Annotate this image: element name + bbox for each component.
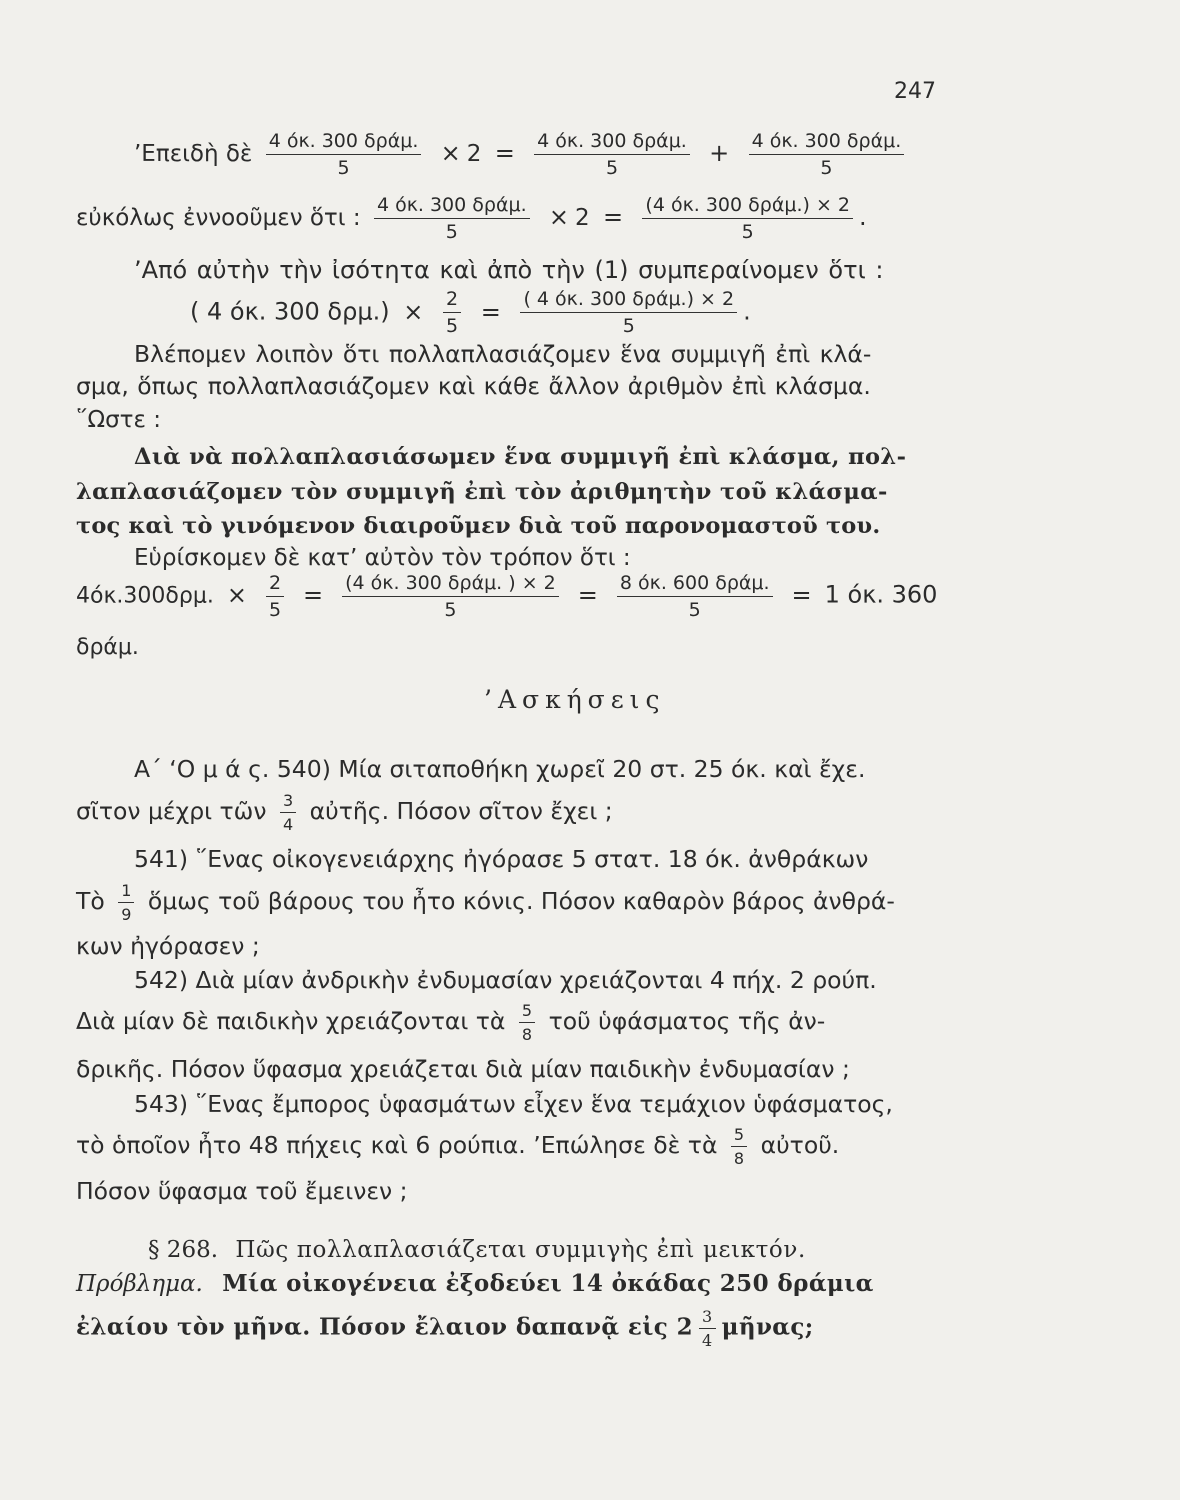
eq1-two: 2	[466, 141, 482, 167]
text: ὅμως τοῦ βάρους του ἦτο κόνις. Πόσον καθαρὸν βάρος ἀνθρά-	[147, 887, 895, 915]
eq2-fraction-1: $\frac{\text{4 όκ. 300 δράμ.}}{5}$	[374, 194, 530, 243]
exercise-542-line2	[76, 1001, 825, 1044]
page-number: 247	[894, 79, 936, 104]
problem-line	[76, 1270, 874, 1298]
eq3-period: .	[743, 297, 751, 326]
paragraph-line: Βλέπομεν λοιπὸν ὅτι πολλαπλασιάζομεν ἕνα συμμιγῆ ἐπὶ κλά-	[134, 340, 872, 368]
find-line: Εὑρίσκομεν δὲ κατ’ αὐτὸν τὸν τρόπον ὅτι :	[134, 545, 631, 571]
fraction-5-8: $\frac{5}{8}$	[519, 1001, 535, 1044]
exercise-543-line1: 543) ῞Ενας ἔμπορος ὑφασμάτων εἶχεν ἕνα τεμάχιον ὑφάσματος,	[134, 1090, 893, 1118]
eq4-continuation: δράμ.	[76, 635, 139, 660]
exercise-541-line3: κων ἠγόρασεν ;	[76, 932, 260, 960]
exercises-title: ’Ασκήσεις	[484, 685, 666, 714]
text: αὐτοῦ.	[760, 1131, 840, 1159]
equals-sign: =	[494, 139, 515, 167]
equation-1	[134, 130, 910, 179]
plus-sign: +	[709, 139, 730, 167]
exercise-541-line1: 541) ῞Ενας οἰκογενειάρχης ἠγόρασε 5 στατ. 18 όκ. ἀνθράκων	[134, 845, 869, 873]
times-sign: ×	[226, 580, 247, 609]
eq2-two: 2	[575, 205, 590, 231]
conclusion-line: ’Από αὐτὴν τὴν ἰσότητα καὶ ἀπὸ τὴν (1) συμπεραίνομεν ὅτι :	[134, 256, 884, 284]
eq2-period: .	[859, 203, 867, 231]
eq2-fraction-2: $\frac{\text{(4 όκ. 300 δράμ.) × 2}}{5}$	[642, 194, 853, 243]
problem-line-2	[76, 1307, 814, 1350]
section-268-heading	[148, 1236, 806, 1264]
text: τοῦ ὑφάσματος τῆς ἀν-	[548, 1007, 826, 1035]
paragraph-line: σμα, ὅπως πολλαπλασιάζομεν καὶ κάθε ἄλλον ἀριθμὸν ἐπὶ κλάσμα.	[76, 372, 871, 400]
exercise-543-line2	[76, 1125, 839, 1168]
eq1-fraction-1: $\frac{\text{4 όκ. 300 δράμ.}}{5}$	[266, 130, 422, 179]
rule-line: λαπλασιάζομεν τὸν συμμιγῆ ἐπὶ τὸν ἀριθμητὴν τοῦ κλάσμα-	[76, 479, 888, 505]
problem-label: Πρόβλημα.	[76, 1271, 203, 1297]
exercise-542-line3: δρικῆς. Πόσον ὕφασμα χρειάζεται διὰ μίαν παιδικὴν ἐνδυμασίαν ;	[76, 1055, 850, 1083]
problem-text: Μία οἰκογένεια ἐξοδεύει 14 ὀκάδας 250 δράμια	[222, 1270, 874, 1297]
equals-sign: =	[791, 580, 812, 609]
eq3-fraction-1: $\frac{2}{5}$	[443, 288, 461, 337]
exercise-543-line3: Πόσον ὕφασμα τοῦ ἔμεινεν ;	[76, 1177, 408, 1205]
section-number: § 268.	[148, 1237, 219, 1263]
fraction-1-9: $\frac{1}{9}$	[118, 881, 134, 924]
text: Διὰ μίαν δὲ παιδικὴν χρειάζονται τὰ	[76, 1007, 506, 1035]
times-sign: ×	[440, 139, 461, 167]
equation-2	[76, 194, 867, 243]
text: Τὸ	[76, 887, 105, 915]
exercise-541-line2	[76, 881, 895, 924]
eq3-fraction-2: $\frac{\text{( 4 όκ. 300 δράμ.) × 2}}{5}$	[520, 288, 737, 337]
fraction-3-4: $\frac{3}{4}$	[699, 1307, 716, 1350]
text: σῖτον μέχρι τῶν	[76, 797, 267, 825]
eq4-fraction-1: $\frac{2}{5}$	[266, 572, 284, 621]
equation-3	[190, 288, 751, 337]
text: αὐτῆς. Πόσον σῖτον ἔχει ;	[309, 797, 613, 825]
section-title: Πῶς πολλαπλασιάζεται συμμιγὴς ἐπὶ μεικτόν.	[235, 1237, 806, 1263]
equals-sign: =	[602, 203, 624, 231]
text: μῆνας;	[721, 1313, 814, 1341]
equals-sign: =	[480, 297, 501, 326]
fraction-3-4: $\frac{3}{4}$	[280, 791, 296, 834]
text: ἐλαίου τὸν μῆνα. Πόσον ἔλαιον δαπανᾷ εἰς 2	[76, 1313, 693, 1341]
rule-line: τος καὶ τὸ γινόμενον διαιροῦμεν διὰ τοῦ παρονομαστοῦ του.	[76, 513, 881, 539]
equals-sign: =	[577, 580, 598, 609]
times-sign: ×	[403, 297, 424, 326]
eq1-fraction-3: $\frac{\text{4 όκ. 300 δράμ.}}{5}$	[749, 130, 905, 179]
eq3-lead: ( 4 όκ. 300 δρμ.)	[190, 297, 390, 326]
exercise-540-line2	[76, 791, 613, 834]
eq4-fraction-2: $\frac{\text{(4 όκ. 300 δράμ. ) × 2}}{5}$	[342, 572, 559, 621]
text: τὸ ὁποῖον ἦτο 48 πήχεις καὶ 6 ρούπια. ’Επώλησε δὲ τὰ	[76, 1131, 718, 1159]
paragraph-line: ῞Ωστε :	[76, 407, 161, 433]
eq2-lead: εὐκόλως ἐννοοῦμεν ὅτι :	[76, 205, 361, 231]
equation-4	[76, 572, 937, 621]
exercise-542-line1: 542) Διὰ μίαν ἀνδρικὴν ἐνδυμασίαν χρειάζονται 4 πήχ. 2 ρούπ.	[134, 966, 877, 994]
equals-sign: =	[303, 580, 324, 609]
rule-line: Διὰ νὰ πολλαπλασιάσωμεν ἕνα συμμιγῆ ἐπὶ κλάσμα, πολ-	[134, 444, 907, 470]
eq1-lead: ’Επειδὴ δὲ	[134, 141, 253, 167]
eq1-fraction-2: $\frac{\text{4 όκ. 300 δράμ.}}{5}$	[534, 130, 690, 179]
fraction-5-8: $\frac{5}{8}$	[731, 1125, 747, 1168]
eq4-lead: 4όκ.300δρμ.	[76, 583, 214, 609]
eq4-result: 1 όκ. 360	[824, 580, 938, 609]
exercise-540-line1: Α΄ ‘Ο μ ά ς. 540) Μία σιταποθήκη χωρεῖ 20 στ. 25 όκ. καὶ ἔχε.	[134, 755, 866, 783]
times-sign: ×	[548, 203, 570, 231]
eq4-fraction-3: $\frac{\text{8 όκ. 600 δράμ.}}{5}$	[617, 572, 773, 621]
